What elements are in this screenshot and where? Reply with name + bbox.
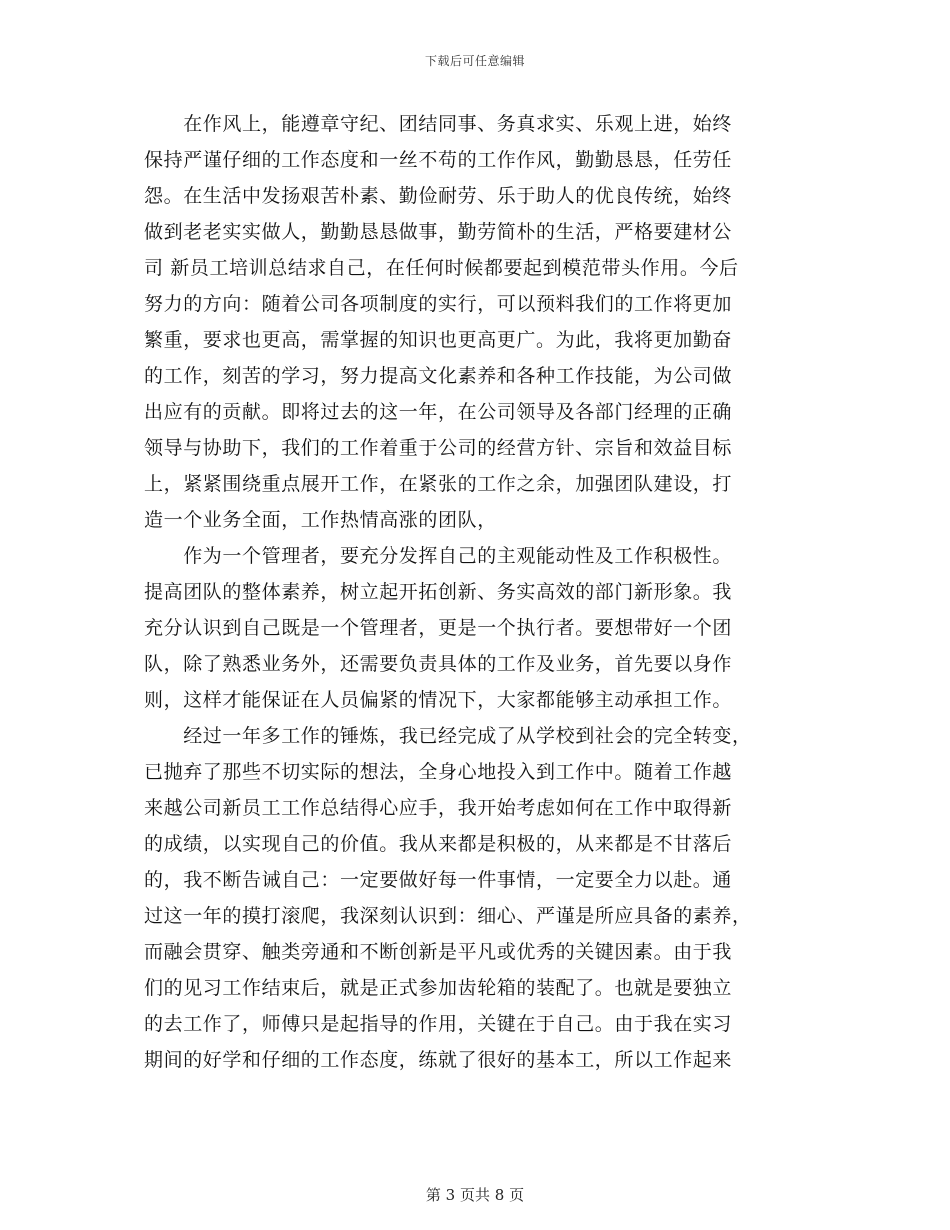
- text-line: 已抛弃了那些不切实际的想法，全身心地投入到工作中。随着工作越: [144, 761, 733, 783]
- text-line: 的去工作了，师傅只是起指导的作用，关键在于自己。由于我在实习: [144, 1013, 733, 1035]
- text-line: 出应有的贡献。即将过去的这一年，在公司领导及各部门经理的正确: [144, 401, 733, 423]
- text-line: 期间的好学和仔细的工作态度，练就了很好的基本工，所以工作起来: [144, 1049, 733, 1071]
- text-line: 则，这样才能保证在人员偏紧的情况下，大家都能够主动承担工作。: [144, 689, 733, 711]
- text-line: 的工作，刻苦的学习，努力提高文化素养和各种工作技能，为公司做: [144, 365, 733, 387]
- page-header: 下载后可任意编辑: [424, 54, 525, 68]
- text-line: 努力的方向：随着公司各项制度的实行，可以预料我们的工作将更加: [144, 293, 733, 315]
- text-line: 队，除了熟悉业务外，还需要负责具体的工作及业务，首先要以身作: [144, 653, 733, 675]
- text-line: 充分认识到自己既是一个管理者，更是一个执行者。要想带好一个团: [144, 617, 733, 639]
- text-line: 的成绩，以实现自己的价值。我从来都是积极的，从来都是不甘落后: [144, 833, 733, 855]
- text-line: 作为一个管理者，要充分发挥自己的主观能动性及工作积极性。: [144, 545, 733, 567]
- text-line: 过这一年的摸打滚爬，我深刻认识到：细心、严谨是所应具备的素养，: [144, 905, 752, 927]
- text-line: 在作风上，能遵章守纪、团结同事、务真求实、乐观上进，始终: [144, 113, 733, 135]
- text-line: 领导与协助下，我们的工作着重于公司的经营方针、宗旨和效益目标: [144, 437, 733, 459]
- text-line: 经过一年多工作的锤炼，我已经完成了从学校到社会的完全转变，: [144, 725, 752, 747]
- page-number: 第 3 页共 8 页: [425, 1186, 525, 1204]
- text-line: 司 新员工培训总结求自己，在任何时候都要起到模范带头作用。今后: [144, 257, 739, 279]
- text-line: 而融会贯穿、触类旁通和不断创新是平凡或优秀的关键因素。由于我: [144, 941, 733, 963]
- text-line: 们的见习工作结束后，就是正式参加齿轮箱的装配了。也就是要独立: [144, 977, 733, 999]
- text-line: 的，我不断告诫自己：一定要做好每一件事情，一定要全力以赴。通: [144, 869, 733, 891]
- text-line: 做到老老实实做人，勤勤恳恳做事，勤劳简朴的生活，严格要建材公: [144, 221, 733, 243]
- text-line: 繁重，要求也更高，需掌握的知识也更高更广。为此，我将更加勤奋: [144, 329, 733, 351]
- text-line: 保持严谨仔细的工作态度和一丝不苟的工作作风，勤勤恳恳，任劳任: [144, 149, 733, 171]
- text-line: 来越公司新员工工作总结得心应手，我开始考虑如何在工作中取得新: [144, 797, 733, 819]
- text-line: 怨。在生活中发扬艰苦朴素、勤俭耐劳、乐于助人的优良传统，始终: [144, 185, 733, 207]
- text-line: 提高团队的整体素养，树立起开拓创新、务实高效的部门新形象。我: [144, 581, 733, 603]
- text-line: 上，紧紧围绕重点展开工作，在紧张的工作之余，加强团队建设，打: [144, 473, 733, 495]
- text-line: 造一个业务全面，工作热情高涨的团队，: [144, 509, 497, 531]
- document-body: [144, 106, 804, 1078]
